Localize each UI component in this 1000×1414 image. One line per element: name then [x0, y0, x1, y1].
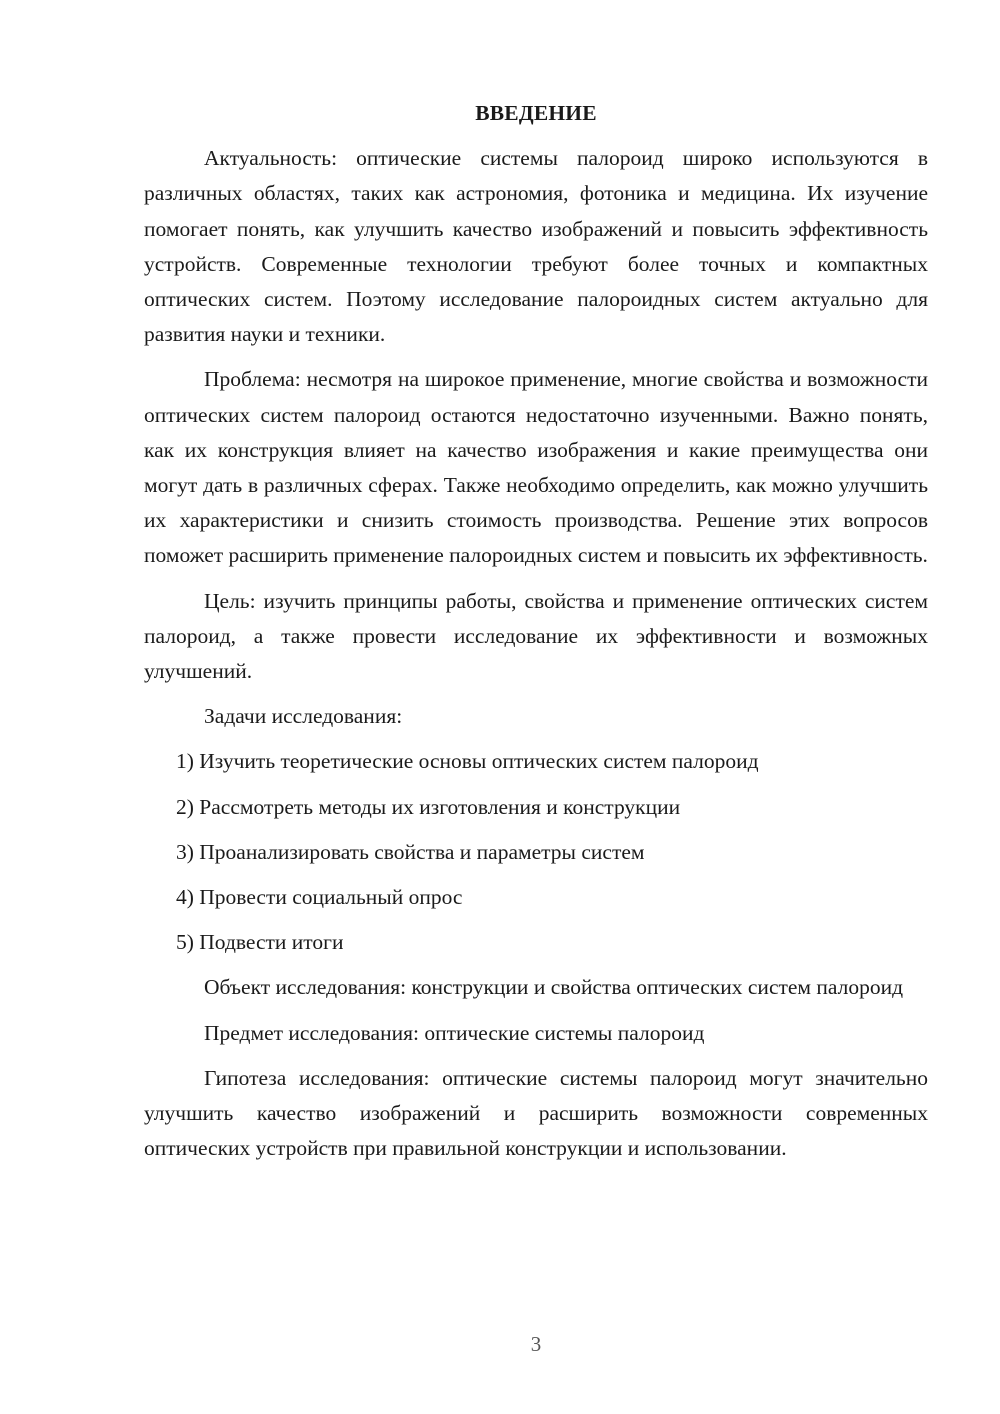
problem-paragraph: Проблема: несмотря на широкое применение, многие свойства и возможности оптических систем палороид остаются недостаточно изученными. Важно понять, как их конструкция влияет на качество изображения и какие преимущества они могут дать в различных сферах. Также необходимо определить, как можно улучшить их характеристики и снизить стоимость производства. Решение этих вопросов поможет расширить применение палороидных систем и повысить их эффективность. [144, 367, 928, 568]
page-number: 3 [530, 1332, 542, 1356]
task-item: 3) Проанализировать свойства и параметры систем [176, 839, 645, 864]
task-item: 1) Изучить теоретические основы оптических систем палороид [176, 749, 759, 774]
task-item: 4) Провести социальный опрос [176, 885, 463, 910]
task-item: 2) Рассмотреть методы их изготовления и конструкции [176, 794, 681, 819]
page-title: ВВЕДЕНИЕ [475, 101, 597, 125]
subject-paragraph: Предмет исследования: оптические системы палороид [204, 1020, 705, 1045]
tasks-list [144, 744, 928, 960]
relevance-paragraph: Актуальность: оптические системы палороид широко используются в различных областях, таких как астрономия, фотоника и медицина. Их изучение помогает понять, как улучшить качество изображений и повысить эффективность устройств. Современные технологии требуют более точных и компактных оптических систем. Поэтому исследование палороидных систем актуально для развития науки и техники. [144, 146, 928, 347]
object-paragraph: Объект исследования: конструкции и свойства оптических систем палороид [204, 975, 904, 1000]
hypothesis-paragraph: Гипотеза исследования: оптические системы палороид могут значительно улучшить качество изображений и расширить возможности современных оптических устройств при правильной конструкции и использовании. [144, 1065, 928, 1161]
goal-paragraph: Цель: изучить принципы работы, свойства и применение оптических систем палороид, а также провести исследование их эффективности и возможных улучшений. [144, 588, 928, 684]
tasks-heading: Задачи исследования: [204, 704, 403, 729]
task-item: 5) Подвести итоги [176, 930, 344, 955]
document-body [144, 96, 928, 1176]
